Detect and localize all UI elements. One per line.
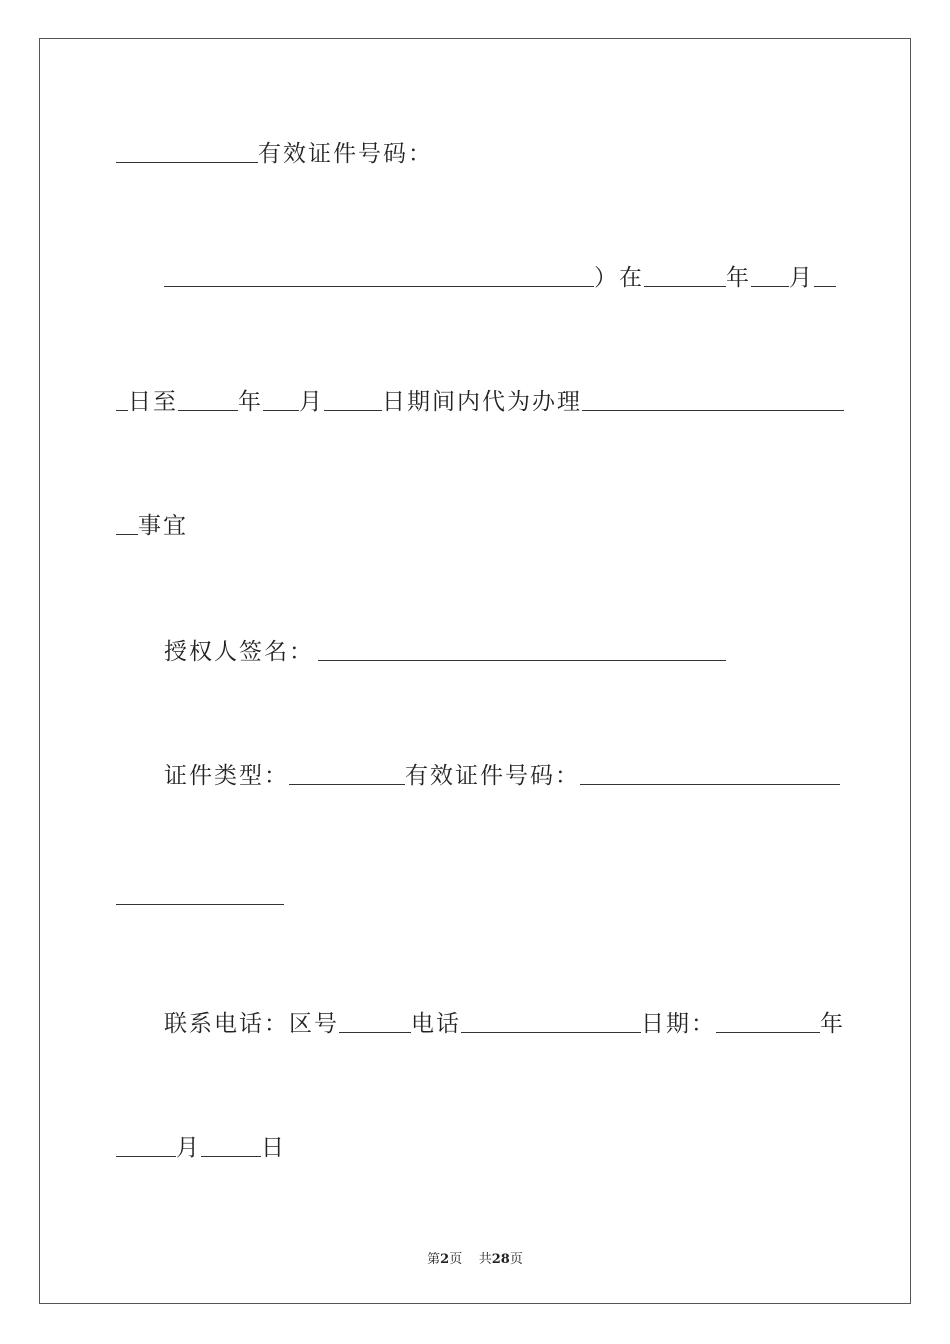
blank-day[interactable]: [116, 409, 128, 411]
line-id-number-continued: [116, 128, 433, 168]
blank-month[interactable]: [263, 409, 299, 411]
blank-year[interactable]: [178, 409, 238, 411]
page-suffix: 页: [449, 1252, 463, 1267]
date-label: 日期：: [641, 1011, 716, 1037]
blank-field[interactable]: [116, 161, 258, 163]
blank-field[interactable]: [164, 285, 594, 287]
id-number-label: 有效证件号码：: [405, 763, 580, 789]
id-number-field[interactable]: [580, 783, 840, 785]
id-number-label: 有效证件号码：: [258, 141, 433, 167]
page-footer: [0, 1248, 950, 1267]
day-label: 日: [261, 1135, 286, 1161]
year-label: 年: [238, 389, 263, 415]
line-id-number-continued: [116, 870, 284, 910]
signature-field[interactable]: [318, 659, 726, 661]
year-field[interactable]: [716, 1031, 820, 1033]
id-type-label: 证件类型：: [164, 763, 289, 789]
month-label: 月: [789, 265, 814, 291]
contact-label: 联系电话：区号: [164, 1011, 339, 1037]
total-prefix: 共: [478, 1252, 492, 1267]
blank-matter[interactable]: [582, 409, 844, 411]
phone-label: 电话: [411, 1011, 461, 1037]
month-field[interactable]: [116, 1155, 176, 1157]
line-authorization-period-start: [164, 252, 836, 292]
blank-matter[interactable]: [116, 533, 138, 535]
year-label: 年: [820, 1011, 845, 1037]
area-code-field[interactable]: [339, 1031, 411, 1033]
phone-field[interactable]: [461, 1031, 641, 1033]
id-type-field[interactable]: [289, 783, 405, 785]
total-pages: 28: [491, 1252, 510, 1267]
line-authorization-period-end: [116, 376, 844, 416]
page-number: 2: [440, 1252, 450, 1267]
total-suffix: 页: [509, 1252, 523, 1267]
line-date-end: [116, 1122, 286, 1162]
blank-month[interactable]: [751, 285, 789, 287]
year-label: 年: [726, 265, 751, 291]
page-prefix: 第: [427, 1252, 441, 1267]
line-signature: [164, 626, 726, 666]
day-field[interactable]: [201, 1155, 261, 1157]
id-number-field[interactable]: [116, 903, 284, 905]
page-frame: [39, 38, 911, 1304]
line-matter: [116, 500, 188, 540]
blank-day[interactable]: [324, 409, 382, 411]
period-label: 日期间内代为办理: [382, 389, 582, 415]
paren-in-label: ）在: [594, 265, 644, 291]
day-to-label: 日至: [128, 389, 178, 415]
matter-label: 事宜: [138, 513, 188, 539]
line-contact: [164, 998, 845, 1038]
blank-day[interactable]: [814, 285, 836, 287]
line-id-type: [164, 750, 840, 790]
signature-label: 授权人签名：: [164, 639, 314, 665]
blank-year[interactable]: [644, 285, 726, 287]
month-label: 月: [299, 389, 324, 415]
month-label: 月: [176, 1135, 201, 1161]
